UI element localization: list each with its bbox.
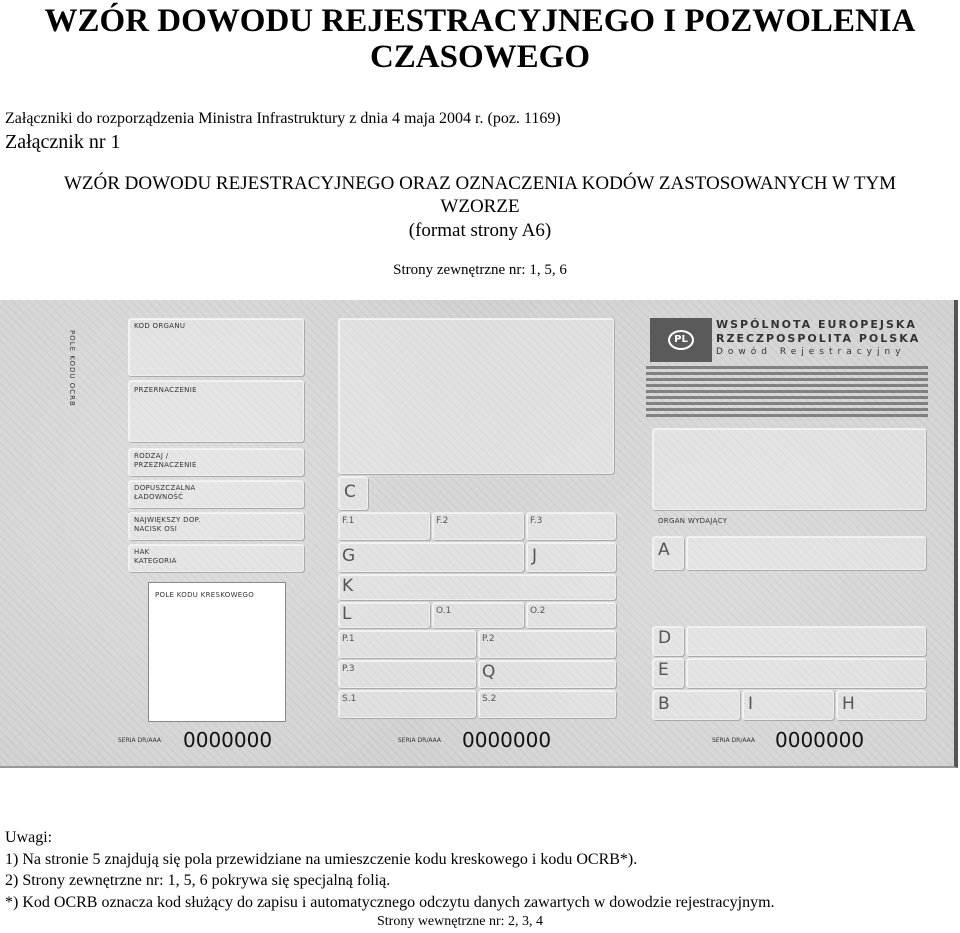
code-box xyxy=(742,690,834,720)
serial-number-right: 0000000 xyxy=(775,728,865,752)
code-p2: P.2 xyxy=(482,634,495,644)
photo-area xyxy=(338,318,614,474)
document-header-3: Dowód Rejestracyjny xyxy=(716,347,906,357)
code-a: A xyxy=(658,540,670,560)
field-box xyxy=(652,428,926,510)
note-item: 1) Na stronie 5 znajdują się pola przewidziane na umieszczenie kodu kreskowego i kodu OCRB*). xyxy=(5,850,638,868)
notes-heading: Uwagi: xyxy=(5,829,53,846)
note-item: *) Kod OCRB oznacza kod służący do zapisu i automatycznego odczytu danych zawartych w dowodzie rejestracyjnym. xyxy=(5,893,775,911)
title-line-2: CZASOWEGO xyxy=(369,39,591,75)
issuer-label: ORGAN WYDAJĄCY xyxy=(658,517,728,525)
code-f1: F.1 xyxy=(342,516,355,526)
code-f2: F.2 xyxy=(436,516,449,526)
code-b: B xyxy=(658,694,670,714)
code-box xyxy=(478,660,616,688)
note-item: 2) Strony zewnętrzne nr: 1, 5, 6 pokrywa się specjalną folią. xyxy=(5,872,391,889)
serial-label-left: SERIA DR/AAA xyxy=(118,737,162,744)
code-f3: F.3 xyxy=(530,516,543,526)
inner-pages-label: Strony wewnętrzne nr: 2, 3, 4 xyxy=(376,914,544,929)
code-l: L xyxy=(342,604,352,624)
format-note: (format strony A6) xyxy=(408,220,552,241)
code-d: D xyxy=(658,628,672,648)
serial-label-right: SERIA DR/AAA xyxy=(712,737,756,744)
code-i: I xyxy=(748,694,754,714)
code-s1: S.1 xyxy=(342,694,357,704)
field-label: HAK KATEGORIA xyxy=(134,548,177,565)
document-header-1: WSPÓLNOTA EUROPEJSKA xyxy=(716,318,917,331)
field-label: DOPUSZCZALNA ŁADOWNOŚĆ xyxy=(134,484,196,501)
code-p1: P.1 xyxy=(342,634,355,644)
document-header-2: RZECZPOSPOLITA POLSKA xyxy=(716,332,921,345)
code-q: Q xyxy=(482,662,496,682)
field-label: PRZERNACZENIE xyxy=(134,386,197,394)
code-o1: O.1 xyxy=(436,606,452,616)
code-k: K xyxy=(342,576,354,596)
code-g: G xyxy=(342,546,356,566)
field-label: RODZAJ / PRZEZNACZENIE xyxy=(134,452,197,469)
code-box xyxy=(338,660,476,688)
code-e: E xyxy=(658,660,669,680)
field-box xyxy=(686,626,926,656)
code-box xyxy=(338,602,430,628)
code-box xyxy=(338,574,616,600)
code-j: J xyxy=(532,546,538,566)
field-box xyxy=(686,536,926,570)
code-p3: P.3 xyxy=(342,664,355,674)
serial-number-left: 0000000 xyxy=(183,728,273,752)
code-o2: O.2 xyxy=(530,606,546,616)
subtitle-line-2: WZORZE xyxy=(440,196,520,217)
code-c: C xyxy=(344,482,356,502)
code-s2: S.2 xyxy=(482,694,497,704)
pl-flag-label: PL xyxy=(668,330,694,350)
intro-text: Załączniki do rozporządzenia Ministra Infrastruktury z dnia 4 maja 2004 r. (poz. 1169) xyxy=(5,110,561,127)
eu-flag-icon xyxy=(650,318,712,362)
fine-print-block xyxy=(646,366,928,418)
serial-label-middle: SERIA DR/AAA xyxy=(398,737,442,744)
title-line-1: WZÓR DOWODU REJESTRACYJNEGO I POZWOLENIA xyxy=(44,3,916,39)
field-label: KOD ORGANU xyxy=(134,322,186,330)
barcode-field xyxy=(148,582,286,722)
barcode-field-label: POLE KODU KRESKOWEGO xyxy=(155,591,255,599)
code-h: H xyxy=(842,694,855,714)
code-box xyxy=(478,690,616,718)
ocrb-field-vertical-label: POLE KODU OCRB xyxy=(68,330,76,407)
code-box xyxy=(478,630,616,658)
code-box xyxy=(526,542,616,572)
code-box xyxy=(338,690,476,718)
field-box xyxy=(686,658,926,688)
code-box xyxy=(338,542,524,572)
field-label: NAJWIĘKSZY DOP. NACISK OSI xyxy=(134,516,201,533)
annex-heading: Załącznik nr 1 xyxy=(5,131,121,153)
subtitle-line-1: WZÓR DOWODU REJESTRACYJNEGO ORAZ OZNACZENIA KODÓW ZASTOSOWANYCH W TYM xyxy=(63,173,897,194)
serial-number-middle: 0000000 xyxy=(462,728,552,752)
outer-pages-label: Strony zewnętrzne nr: 1, 5, 6 xyxy=(393,262,567,278)
code-box xyxy=(338,630,476,658)
notes-section xyxy=(5,827,775,913)
